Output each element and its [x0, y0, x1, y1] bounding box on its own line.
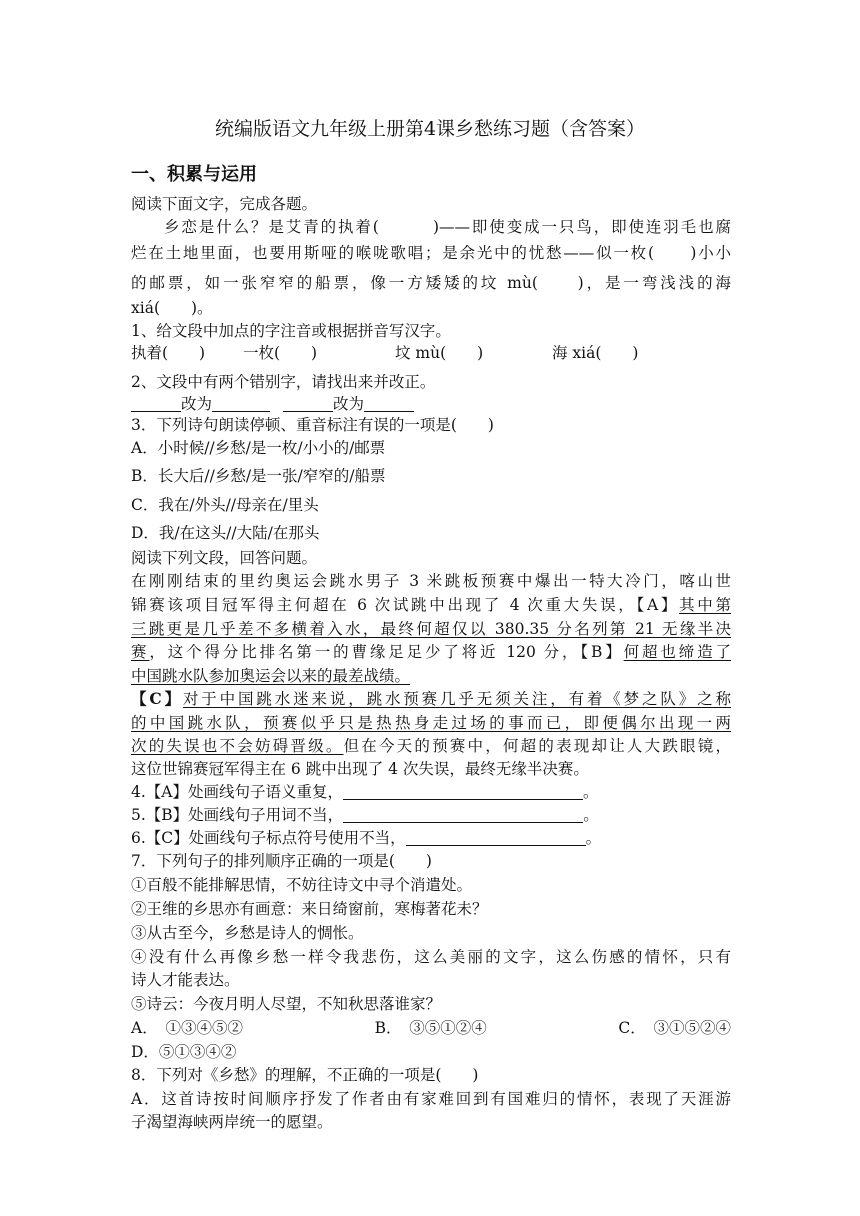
passage2-line: 这位世锦赛冠军得主在 6 跳中出现了 4 次失误，最终无缘半决赛。 — [131, 760, 589, 778]
sentence-4: ④没有什么再像乡愁一样令我悲伤，这么美丽的文字，这么伤感的情怀，只有 — [131, 948, 731, 966]
answer-blank — [283, 395, 333, 412]
sentence-2: ②王维的乡思亦有画意：来日绮窗前，寒梅著花未？ — [131, 900, 488, 918]
question-5: 5.【B】处画线句子用词不当， 。 — [131, 806, 599, 824]
question-3-stem: 3．下列诗句朗读停顿、重音标注有误的一项是( ) — [131, 416, 494, 434]
passage1-line: xiá( )。 — [131, 299, 213, 317]
answer-blank — [364, 395, 414, 412]
passage2-line: 【C】对于中国跳水迷来说，跳水预赛几乎无须关注，有着《梦之队》之称 — [131, 689, 731, 708]
option-c: C． ③①⑤②④ — [618, 1019, 731, 1037]
sentence-1: ①百般不能排解思情，不妨往诗文中寻个消遣处。 — [131, 876, 473, 894]
question-4: 4.【A】处画线句子语义重复， 。 — [131, 783, 599, 801]
question-3-option-d: D．我/在这头//大陆/在那头 — [131, 524, 320, 542]
sentence-5: ⑤诗云：今夜月明人尽望，不知秋思落谁家？ — [131, 995, 442, 1013]
passage2-line: 锦赛该项目冠军得主何超在 6 次试跳中出现了 4 次重大失误，【A】其中第 — [131, 596, 731, 614]
passage2-line: 在刚刚结束的里约奥运会跳水男子 3 米跳板预赛中爆出一特大冷门，喀山世 — [131, 572, 731, 590]
passage2-line: 的中国跳水队，预赛似乎只是热热身走过场的事而已，即便偶尔出现一两 — [131, 714, 731, 732]
blank-fenmu: 坟 mù( ) — [395, 344, 484, 362]
sentence-4-cont: 诗人才能表达。 — [131, 971, 240, 989]
question-2-blanks — [131, 393, 731, 415]
passage2-line: 次的失误也不会妨碍晋级。但在今天的预赛中，何超的表现却让人大跌眼镜， — [131, 737, 731, 755]
document-title: 统编版语文九年级上册第4课乡愁练习题（含答案） — [214, 118, 646, 140]
answer-blank — [212, 395, 270, 412]
question-1-stem: 1、给文段中加点的字注音或根据拼音写汉字。 — [131, 322, 451, 340]
question-3-option-b: B．长大后//乡愁/是一张/窄窄的/船票 — [131, 467, 386, 485]
blank-zhizhuo: 执着( ) — [131, 344, 206, 362]
fix-label: 改为 — [332, 395, 364, 413]
answer-blank — [406, 829, 586, 846]
question-2-stem: 2、文段中有两个错别字，请找出来并改正。 — [131, 373, 436, 391]
question-8-option-a: A．这首诗按时间顺序抒发了作者由有家难回到有国难归的情怀，表现了天涯游 — [131, 1090, 731, 1108]
answer-blank — [343, 783, 583, 800]
option-b: B． ③⑤①②④ — [374, 1019, 487, 1037]
fix-label: 改为 — [181, 395, 213, 413]
passage2-line: 中国跳水队参加奥运会以来的最差战绩。 — [131, 667, 411, 685]
question-3-option-a: A．小时候//乡愁/是一枚/小小的/邮票 — [131, 439, 386, 457]
sentence-3: ③从古至今，乡愁是诗人的惆怅。 — [131, 924, 364, 942]
question-7-options — [131, 1017, 731, 1039]
question-7-stem: 7．下列句子的排列顺序正确的一项是( ) — [131, 852, 432, 870]
passage2-line: 赛，这个得分比排名第一的曹缘足足少了将近 120 分，【B】何超也缔造了 — [131, 643, 731, 661]
blank-haixia: 海 xiá( ) — [552, 344, 639, 362]
passage2-line: 三跳更是几乎差不多横着入水，最终何超仅以 380.35 分名列第 21 无缘半决 — [131, 620, 731, 638]
question-8-stem: 8．下列对《乡愁》的理解，不正确的一项是( ) — [131, 1066, 479, 1084]
passage1-intro: 阅读下面文字，完成各题。 — [131, 195, 318, 213]
answer-blank — [131, 395, 181, 412]
passage1-line: 的邮票，如一张窄窄的船票，像一方矮矮的坟 mù( )，是一弯浅浅的海 — [131, 274, 731, 292]
question-3-option-c: C．我在/外头//母亲在/里头 — [131, 496, 319, 514]
passage1-line: 乡恋是什么？是艾青的执着( )——即使变成一只鸟，即使连羽毛也腐 — [164, 218, 731, 236]
blank-yimei: 一枚( ) — [243, 344, 318, 362]
passage2-intro: 阅读下列文段，回答问题。 — [131, 549, 318, 567]
option-a: A． ①③④⑤② — [131, 1019, 243, 1037]
question-6: 6.【C】处画线句子标点符号使用不当， 。 — [131, 829, 602, 847]
option-d: D．⑤①③④② — [131, 1043, 237, 1061]
answer-blank — [343, 806, 583, 823]
question-8-option-a-cont: 子渴望海峡两岸统一的愿望。 — [131, 1113, 333, 1131]
passage1-line: 烂在土地里面，也要用斯哑的喉咙歌唱；是余光中的忧愁——似一枚( )小小 — [131, 244, 731, 262]
section-heading: 一、积累与运用 — [131, 164, 257, 185]
